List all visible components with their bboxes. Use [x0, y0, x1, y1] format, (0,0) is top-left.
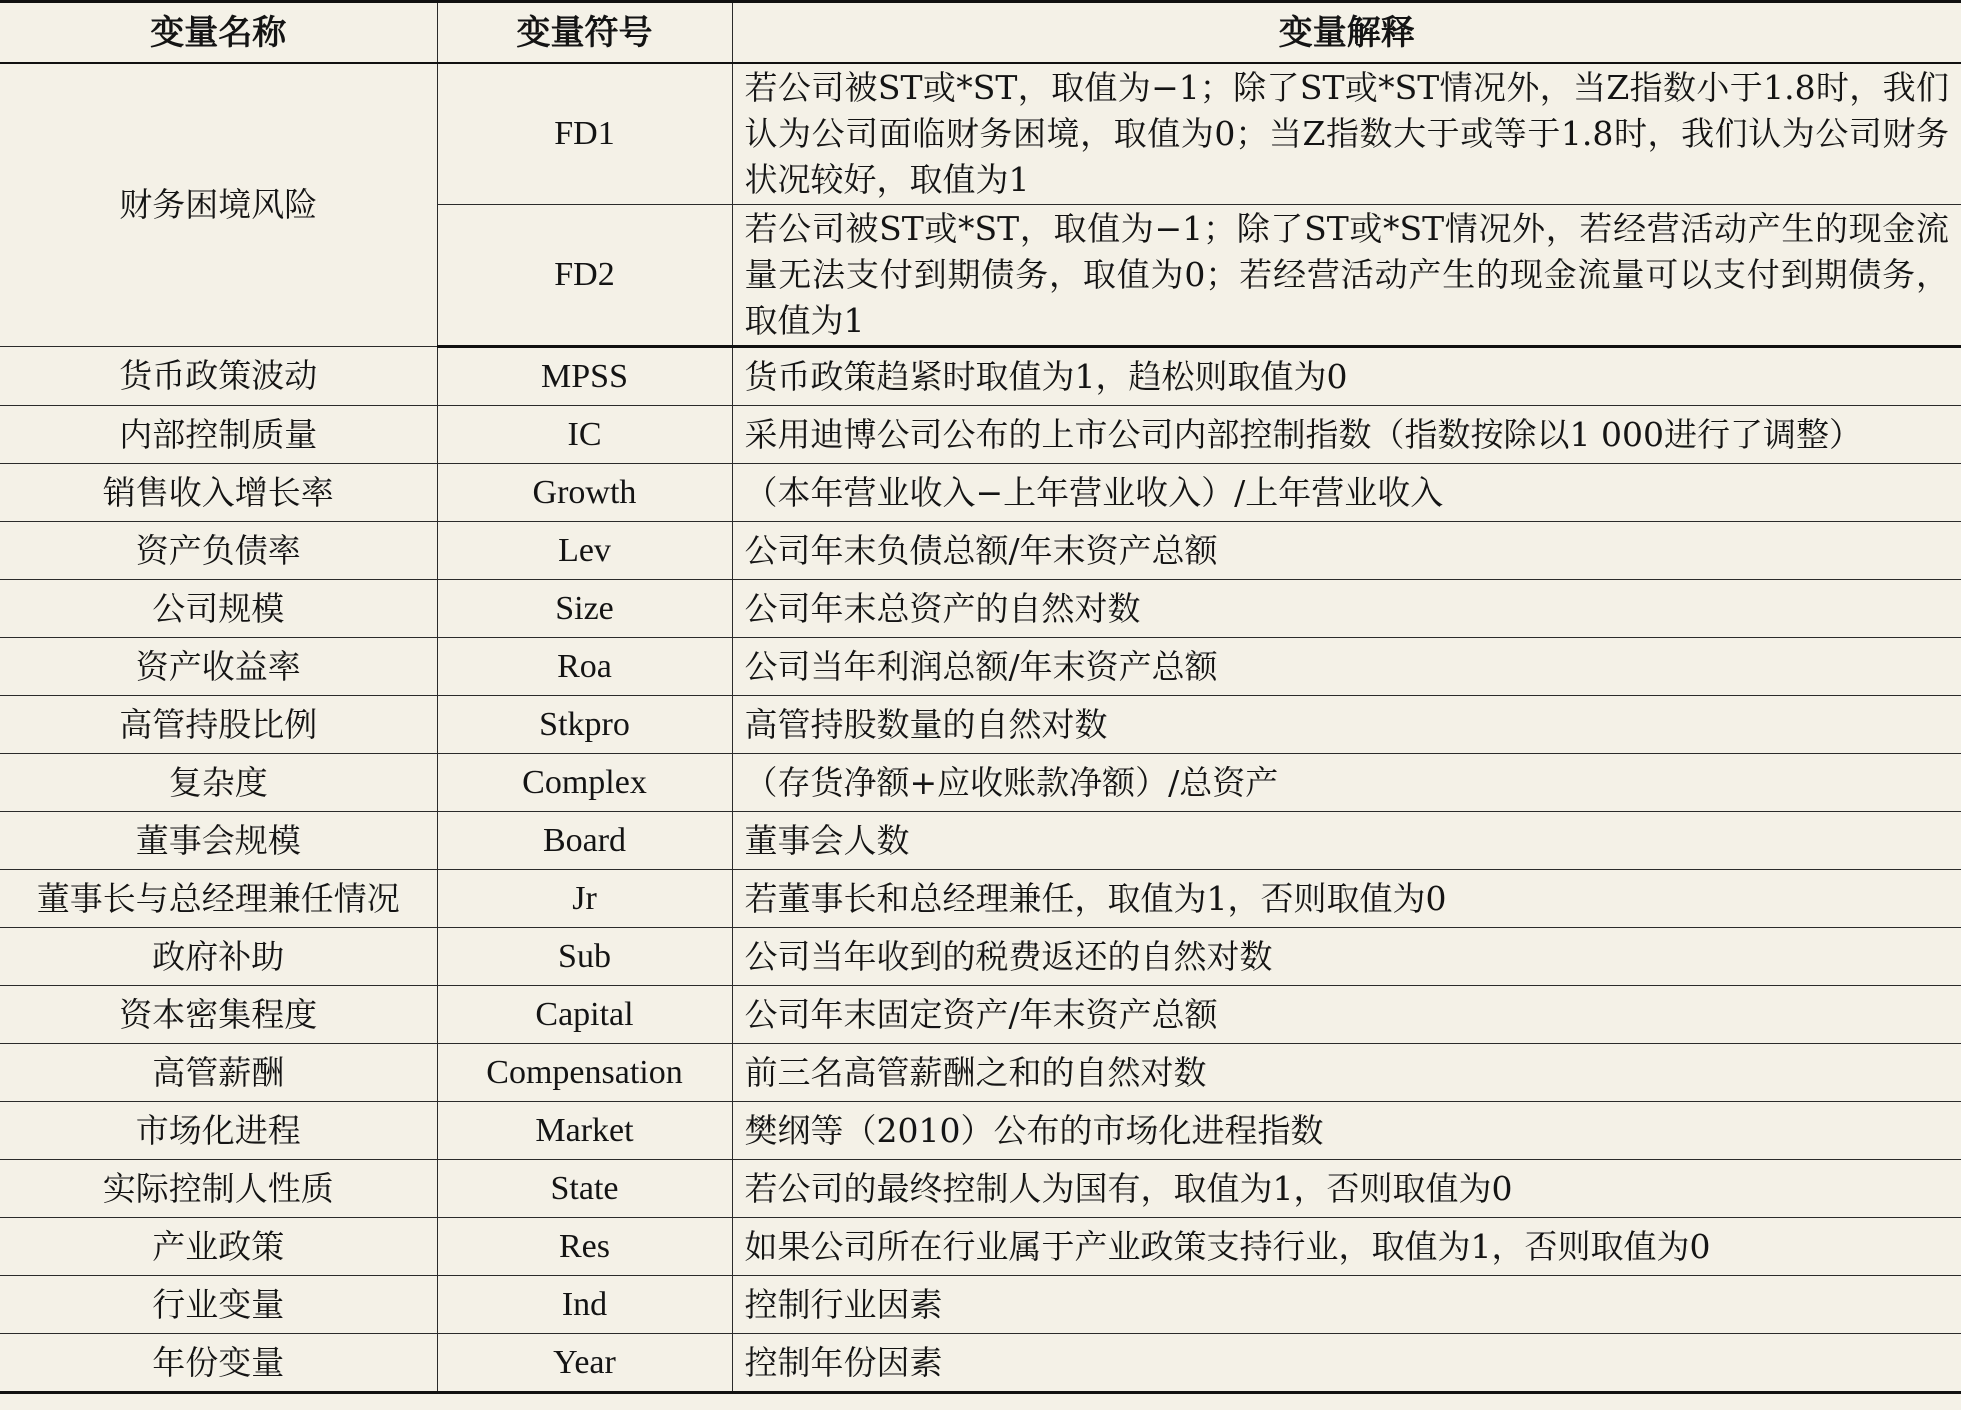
variable-name: 市场化进程 [0, 1102, 437, 1160]
variable-name: 复杂度 [0, 754, 437, 812]
variable-description: 董事会人数 [732, 812, 1961, 870]
table-row [0, 870, 1961, 928]
variable-name: 董事长与总经理兼任情况 [0, 870, 437, 928]
variable-name: 高管持股比例 [0, 696, 437, 754]
variable-description: （存货净额+应收账款净额）/总资产 [732, 754, 1961, 812]
variable-description: 若公司的最终控制人为国有，取值为1，否则取值为0 [732, 1160, 1961, 1218]
header-variable-description: 变量解释 [732, 2, 1961, 64]
variable-symbol: Lev [437, 522, 732, 580]
table-row [0, 1218, 1961, 1276]
variable-symbol: Size [437, 580, 732, 638]
variable-symbol: Res [437, 1218, 732, 1276]
variable-symbol: Sub [437, 928, 732, 986]
variable-description: （本年营业收入−上年营业收入）/上年营业收入 [732, 464, 1961, 522]
variable-name: 公司规模 [0, 580, 437, 638]
table-row [0, 928, 1961, 986]
variable-symbol: Board [437, 812, 732, 870]
variable-description: 公司年末负债总额/年末资产总额 [732, 522, 1961, 580]
group-variable-name: 财务困境风险 [0, 63, 437, 347]
variable-symbol: FD1 [437, 63, 732, 205]
variable-symbol: Market [437, 1102, 732, 1160]
variable-name: 年份变量 [0, 1334, 437, 1393]
variable-description: 前三名高管薪酬之和的自然对数 [732, 1044, 1961, 1102]
variable-symbol: MPSS [437, 347, 732, 406]
variable-name: 政府补助 [0, 928, 437, 986]
variable-description: 控制行业因素 [732, 1276, 1961, 1334]
header-variable-name: 变量名称 [0, 2, 437, 64]
variable-description: 控制年份因素 [732, 1334, 1961, 1393]
variable-name: 行业变量 [0, 1276, 437, 1334]
table-row [0, 522, 1961, 580]
variable-description: 公司年末固定资产/年末资产总额 [732, 986, 1961, 1044]
variable-symbol: Growth [437, 464, 732, 522]
variable-symbol: Capital [437, 986, 732, 1044]
table-row [0, 754, 1961, 812]
table-row [0, 1276, 1961, 1334]
table-row [0, 347, 1961, 406]
variable-description: 货币政策趋紧时取值为1，趋松则取值为0 [732, 347, 1961, 406]
variable-name: 资产收益率 [0, 638, 437, 696]
variable-name: 货币政策波动 [0, 347, 437, 406]
variable-symbol: State [437, 1160, 732, 1218]
variable-symbol: Roa [437, 638, 732, 696]
variable-symbol: Compensation [437, 1044, 732, 1102]
variable-symbol: Complex [437, 754, 732, 812]
variable-description: 若董事长和总经理兼任，取值为1，否则取值为0 [732, 870, 1961, 928]
table-row [0, 406, 1961, 464]
variable-name: 产业政策 [0, 1218, 437, 1276]
variable-description: 若公司被ST或*ST，取值为−1；除了ST或*ST情况外，若经营活动产生的现金流量无法支付到期债务，取值为0；若经营活动产生的现金流量可以支付到期债务，取值为1 [732, 205, 1961, 347]
header-variable-symbol: 变量符号 [437, 2, 732, 64]
table-row [0, 638, 1961, 696]
variable-description: 若公司被ST或*ST，取值为−1；除了ST或*ST情况外，当Z指数小于1.8时，我们认为公司面临财务困境，取值为0；当Z指数大于或等于1.8时，我们认为公司财务状况较好，取值为1 [732, 63, 1961, 205]
table-row [0, 1160, 1961, 1218]
variable-symbol: Year [437, 1334, 732, 1393]
variable-symbol: FD2 [437, 205, 732, 347]
table-row [0, 1334, 1961, 1393]
table-header-row [0, 2, 1961, 64]
variable-description: 高管持股数量的自然对数 [732, 696, 1961, 754]
table-row [0, 63, 1961, 205]
variable-symbol: Jr [437, 870, 732, 928]
table-row [0, 464, 1961, 522]
table-row [0, 812, 1961, 870]
variable-name: 实际控制人性质 [0, 1160, 437, 1218]
variable-description: 如果公司所在行业属于产业政策支持行业，取值为1，否则取值为0 [732, 1218, 1961, 1276]
table-row [0, 580, 1961, 638]
variable-name: 内部控制质量 [0, 406, 437, 464]
variable-description: 公司年末总资产的自然对数 [732, 580, 1961, 638]
variable-description: 采用迪博公司公布的上市公司内部控制指数（指数按除以1 000进行了调整） [732, 406, 1961, 464]
variable-description: 公司当年利润总额/年末资产总额 [732, 638, 1961, 696]
variable-name: 董事会规模 [0, 812, 437, 870]
variable-symbol: Ind [437, 1276, 732, 1334]
table-row [0, 1044, 1961, 1102]
variable-symbol: IC [437, 406, 732, 464]
variable-description: 樊纲等（2010）公布的市场化进程指数 [732, 1102, 1961, 1160]
table-row [0, 696, 1961, 754]
variable-symbol: Stkpro [437, 696, 732, 754]
variable-description: 公司当年收到的税费返还的自然对数 [732, 928, 1961, 986]
table-row [0, 1102, 1961, 1160]
variable-name: 资产负债率 [0, 522, 437, 580]
table-row [0, 986, 1961, 1044]
variable-name: 高管薪酬 [0, 1044, 437, 1102]
variable-name: 销售收入增长率 [0, 464, 437, 522]
variable-name: 资本密集程度 [0, 986, 437, 1044]
